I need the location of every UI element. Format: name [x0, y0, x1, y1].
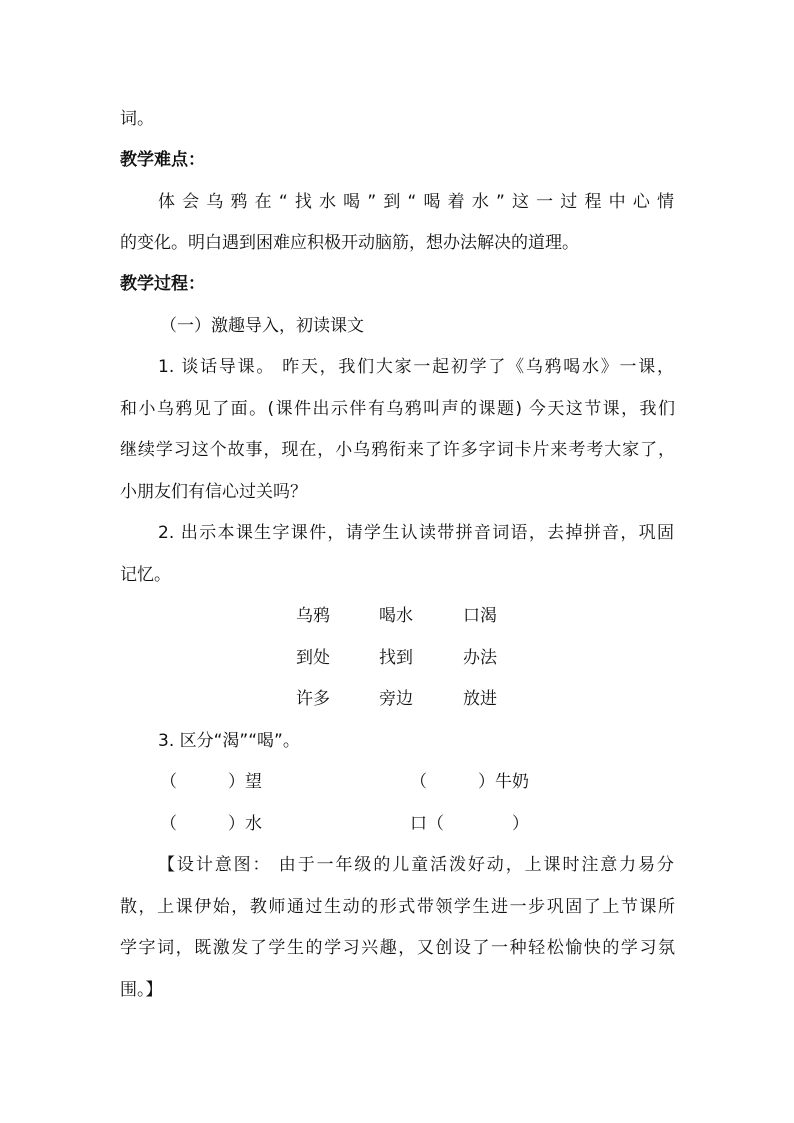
heading-teaching-process: 教学过程：	[120, 274, 205, 294]
fill-blank-item: （ ）水	[160, 814, 262, 834]
heading-teaching-difficulty: 教学难点：	[120, 150, 205, 170]
word-cell: 找到	[379, 648, 413, 668]
paragraph-line: 2. 出示本课生字课件，请学生认读带拼音词语，去掉拼音，巩固	[158, 523, 674, 543]
design-intent-line: 围。】	[120, 980, 163, 1000]
paragraph-line: 小朋友们有信心过关吗？	[120, 482, 307, 502]
design-intent-line: 【设计意图： 由于一年级的儿童活泼好动，上课时注意力易分	[158, 855, 674, 875]
word-cell: 许多	[296, 689, 330, 709]
paragraph-line: 记忆。	[120, 565, 171, 585]
paragraph-line: 1. 谈话导课。 昨天，我们大家一起初学了《乌鸦喝水》一课，	[158, 357, 674, 377]
fill-blank-item: （ ）望	[160, 772, 262, 792]
paragraph-line: 3. 区分“渴”“喝”。	[158, 731, 300, 751]
design-intent-line: 散，上课伊始，教师通过生动的形式带领学生进一步巩固了上节课所	[120, 897, 675, 917]
word-cell: 喝水	[379, 606, 413, 626]
word-cell: 办法	[463, 648, 497, 668]
section-heading: （一）激趣导入，初读课文	[160, 316, 364, 336]
fill-blank-item: （ ）牛奶	[410, 772, 529, 792]
fill-blank-item: 口（ ）	[410, 814, 529, 834]
word-cell: 口渴	[463, 606, 497, 626]
text-line: 词。	[120, 109, 154, 129]
paragraph-line: 和小乌鸦见了面。(课件出示伴有乌鸦叫声的课题) 今天这节课，我们	[120, 399, 675, 419]
paragraph-line: 体会乌鸦在“找水喝”到“喝着水”这一过程中心情	[158, 192, 674, 212]
paragraph-line: 的变化。明白遇到困难应积极开动脑筋，想办法解决的道理。	[120, 233, 579, 253]
word-cell: 到处	[296, 648, 330, 668]
word-cell: 乌鸦	[296, 606, 330, 626]
word-cell: 旁边	[379, 689, 413, 709]
paragraph-line: 继续学习这个故事，现在，小乌鸦衔来了许多字词卡片来考考大家了，	[120, 440, 675, 460]
design-intent-line: 学字词，既激发了学生的学习兴趣，又创设了一种轻松愉快的学习氛	[120, 938, 675, 958]
word-cell: 放进	[463, 689, 497, 709]
